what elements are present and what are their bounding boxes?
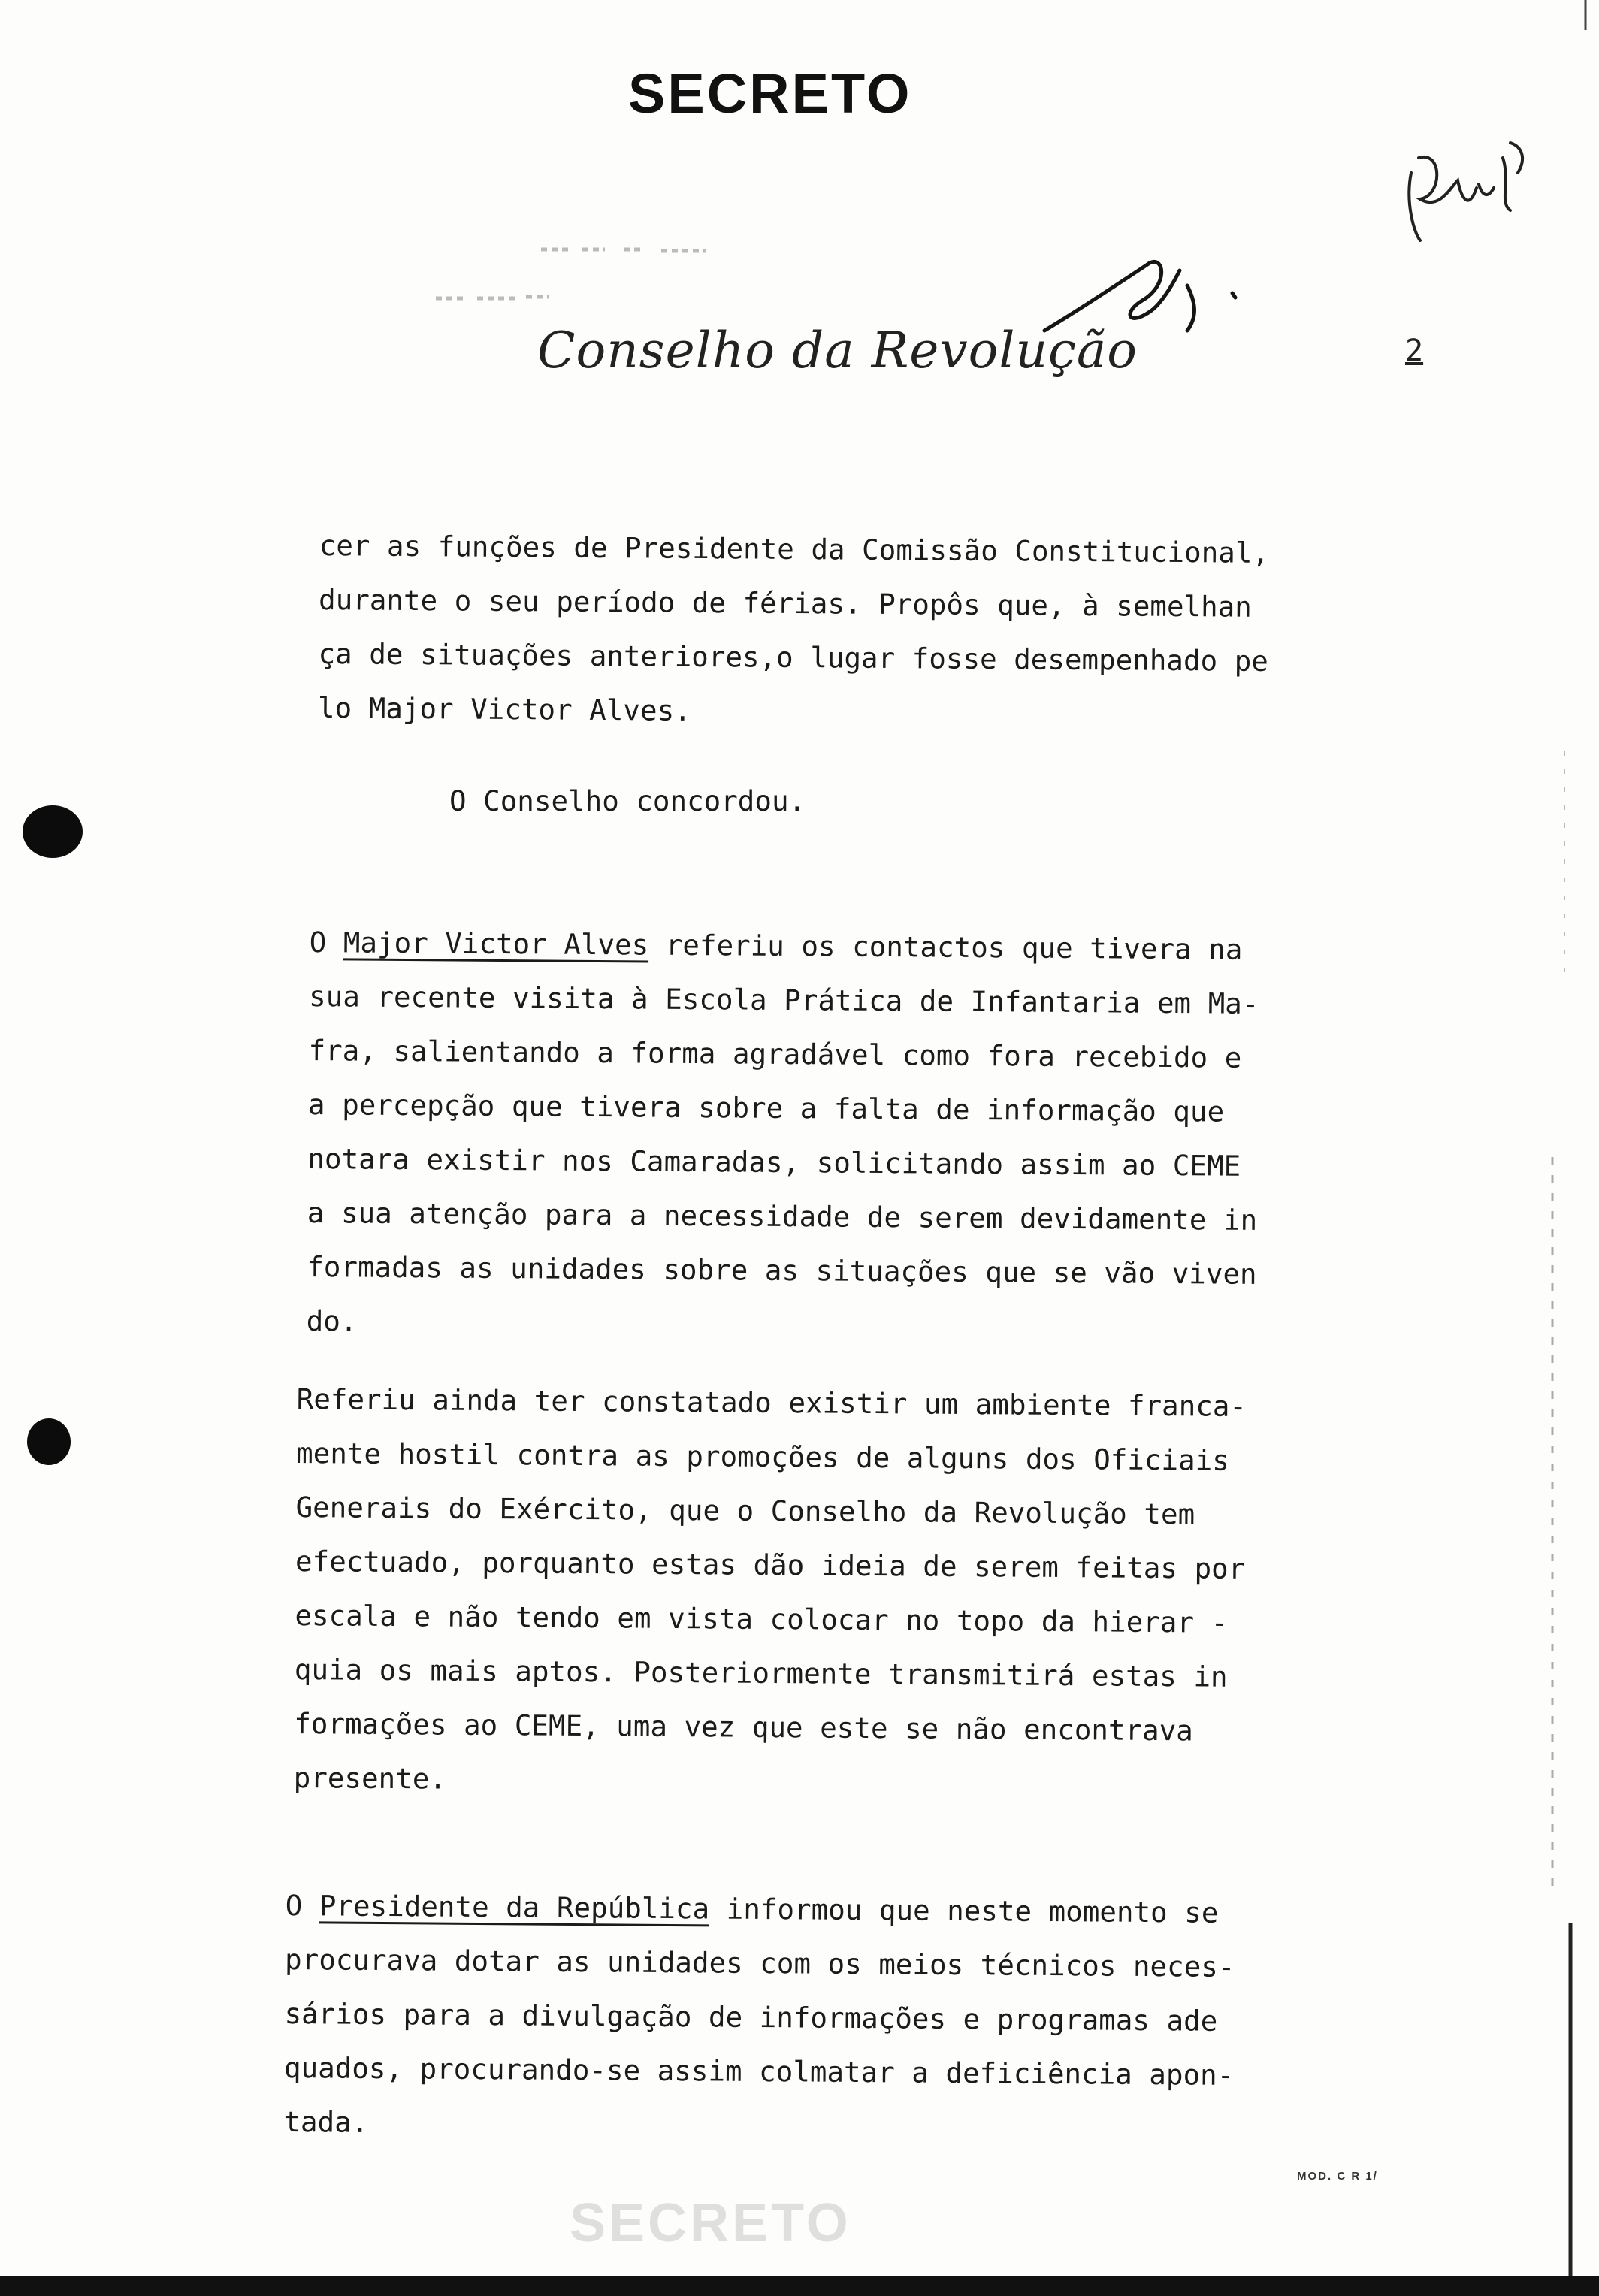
punch-hole-lower	[27, 1418, 71, 1465]
paragraph-president-of-republic	[283, 1878, 1235, 2156]
paragraph-continuation	[318, 518, 1270, 742]
faded-stamp-marks	[421, 234, 812, 317]
classification-stamp-top: SECRETO	[628, 62, 912, 125]
text-line: Referiu ainda ter constatado existir um ambiente franca-	[296, 1382, 1247, 1423]
page-number: 2	[1405, 334, 1424, 368]
text-line: O Conselho concordou.	[449, 784, 806, 817]
text-line: presente.	[293, 1760, 447, 1796]
text-line: Generais do Exército, que o Conselho da Revolução tem	[295, 1490, 1195, 1531]
text-line: procurava dotar as unidades com os meios técnicos neces-	[284, 1942, 1235, 1983]
text-line: tada.	[283, 2104, 369, 2139]
text-line: quia os mais aptos. Posteriormente transmitirá estas in	[294, 1652, 1228, 1693]
text-line: notara existir nos Camaradas, solicitando assim ao CEME	[307, 1141, 1241, 1183]
text-line: do.	[306, 1304, 358, 1338]
text-line: a percepção que tivera sobre a falta de informação que	[307, 1087, 1225, 1128]
form-code: MOD. C R 1/	[1297, 2170, 1378, 2183]
text-line	[285, 1878, 1235, 1940]
handwritten-signature	[1037, 240, 1262, 353]
text-line: quados, procurando-se assim colmatar a deficiência apon-	[283, 2050, 1235, 2092]
text-line: lo Major Victor Alves.	[317, 690, 691, 727]
punch-hole-upper	[23, 805, 83, 858]
text-line: sua recente visita à Escola Prática de Infantaria em Ma-	[308, 979, 1259, 1020]
paragraph-hostile-environment	[293, 1372, 1247, 1812]
paragraph-council-agreed	[449, 774, 806, 828]
speaker-name: Presidente da República	[319, 1889, 710, 1926]
speaker-name: Major Victor Alves	[343, 926, 649, 962]
text-run: O	[285, 1888, 320, 1923]
letterhead-title: Conselho da Revolução	[537, 322, 1138, 379]
scan-edge-artifacts	[1548, 0, 1599, 2296]
scan-bottom-border	[0, 2276, 1599, 2296]
text-line: formadas as unidades sobre as situações que se vão viven	[307, 1249, 1257, 1291]
text-line	[309, 915, 1259, 977]
text-line: efectuado, porquanto estas dão ideia de serem feitas por	[295, 1544, 1246, 1585]
text-line: durante o seu período de férias. Propôs que, à semelhan	[318, 582, 1253, 624]
text-run: O	[309, 925, 344, 959]
text-run: referiu os contactos que tivera na	[648, 928, 1243, 966]
handwritten-initials-top-right	[1398, 128, 1533, 255]
text-line: escala e não tendo em vista colocar no topo da hierar -	[295, 1598, 1229, 1639]
text-line: a sua atenção para a necessidade de serem devidamente in	[307, 1195, 1258, 1237]
paragraph-major-victor-alves	[306, 915, 1259, 1355]
text-line: formações ao CEME, uma vez que este se não encontrava	[294, 1706, 1194, 1748]
text-line: fra, salientando a forma agradável como fora recebido e	[308, 1033, 1242, 1074]
classification-stamp-bottom-faded: SECRETO	[570, 2193, 851, 2253]
text-line: sários para a divulgação de informações e programas ade	[284, 1996, 1218, 2038]
text-line: ça de situações anteriores,o lugar fosse desempenhado pe	[318, 636, 1269, 678]
text-line: mente hostil contra as promoções de alguns dos Oficiais	[295, 1436, 1230, 1477]
text-run: informou que neste momento se	[709, 1892, 1219, 1929]
text-line: cer as funções de Presidente da Comissão Constitucional,	[319, 528, 1270, 569]
